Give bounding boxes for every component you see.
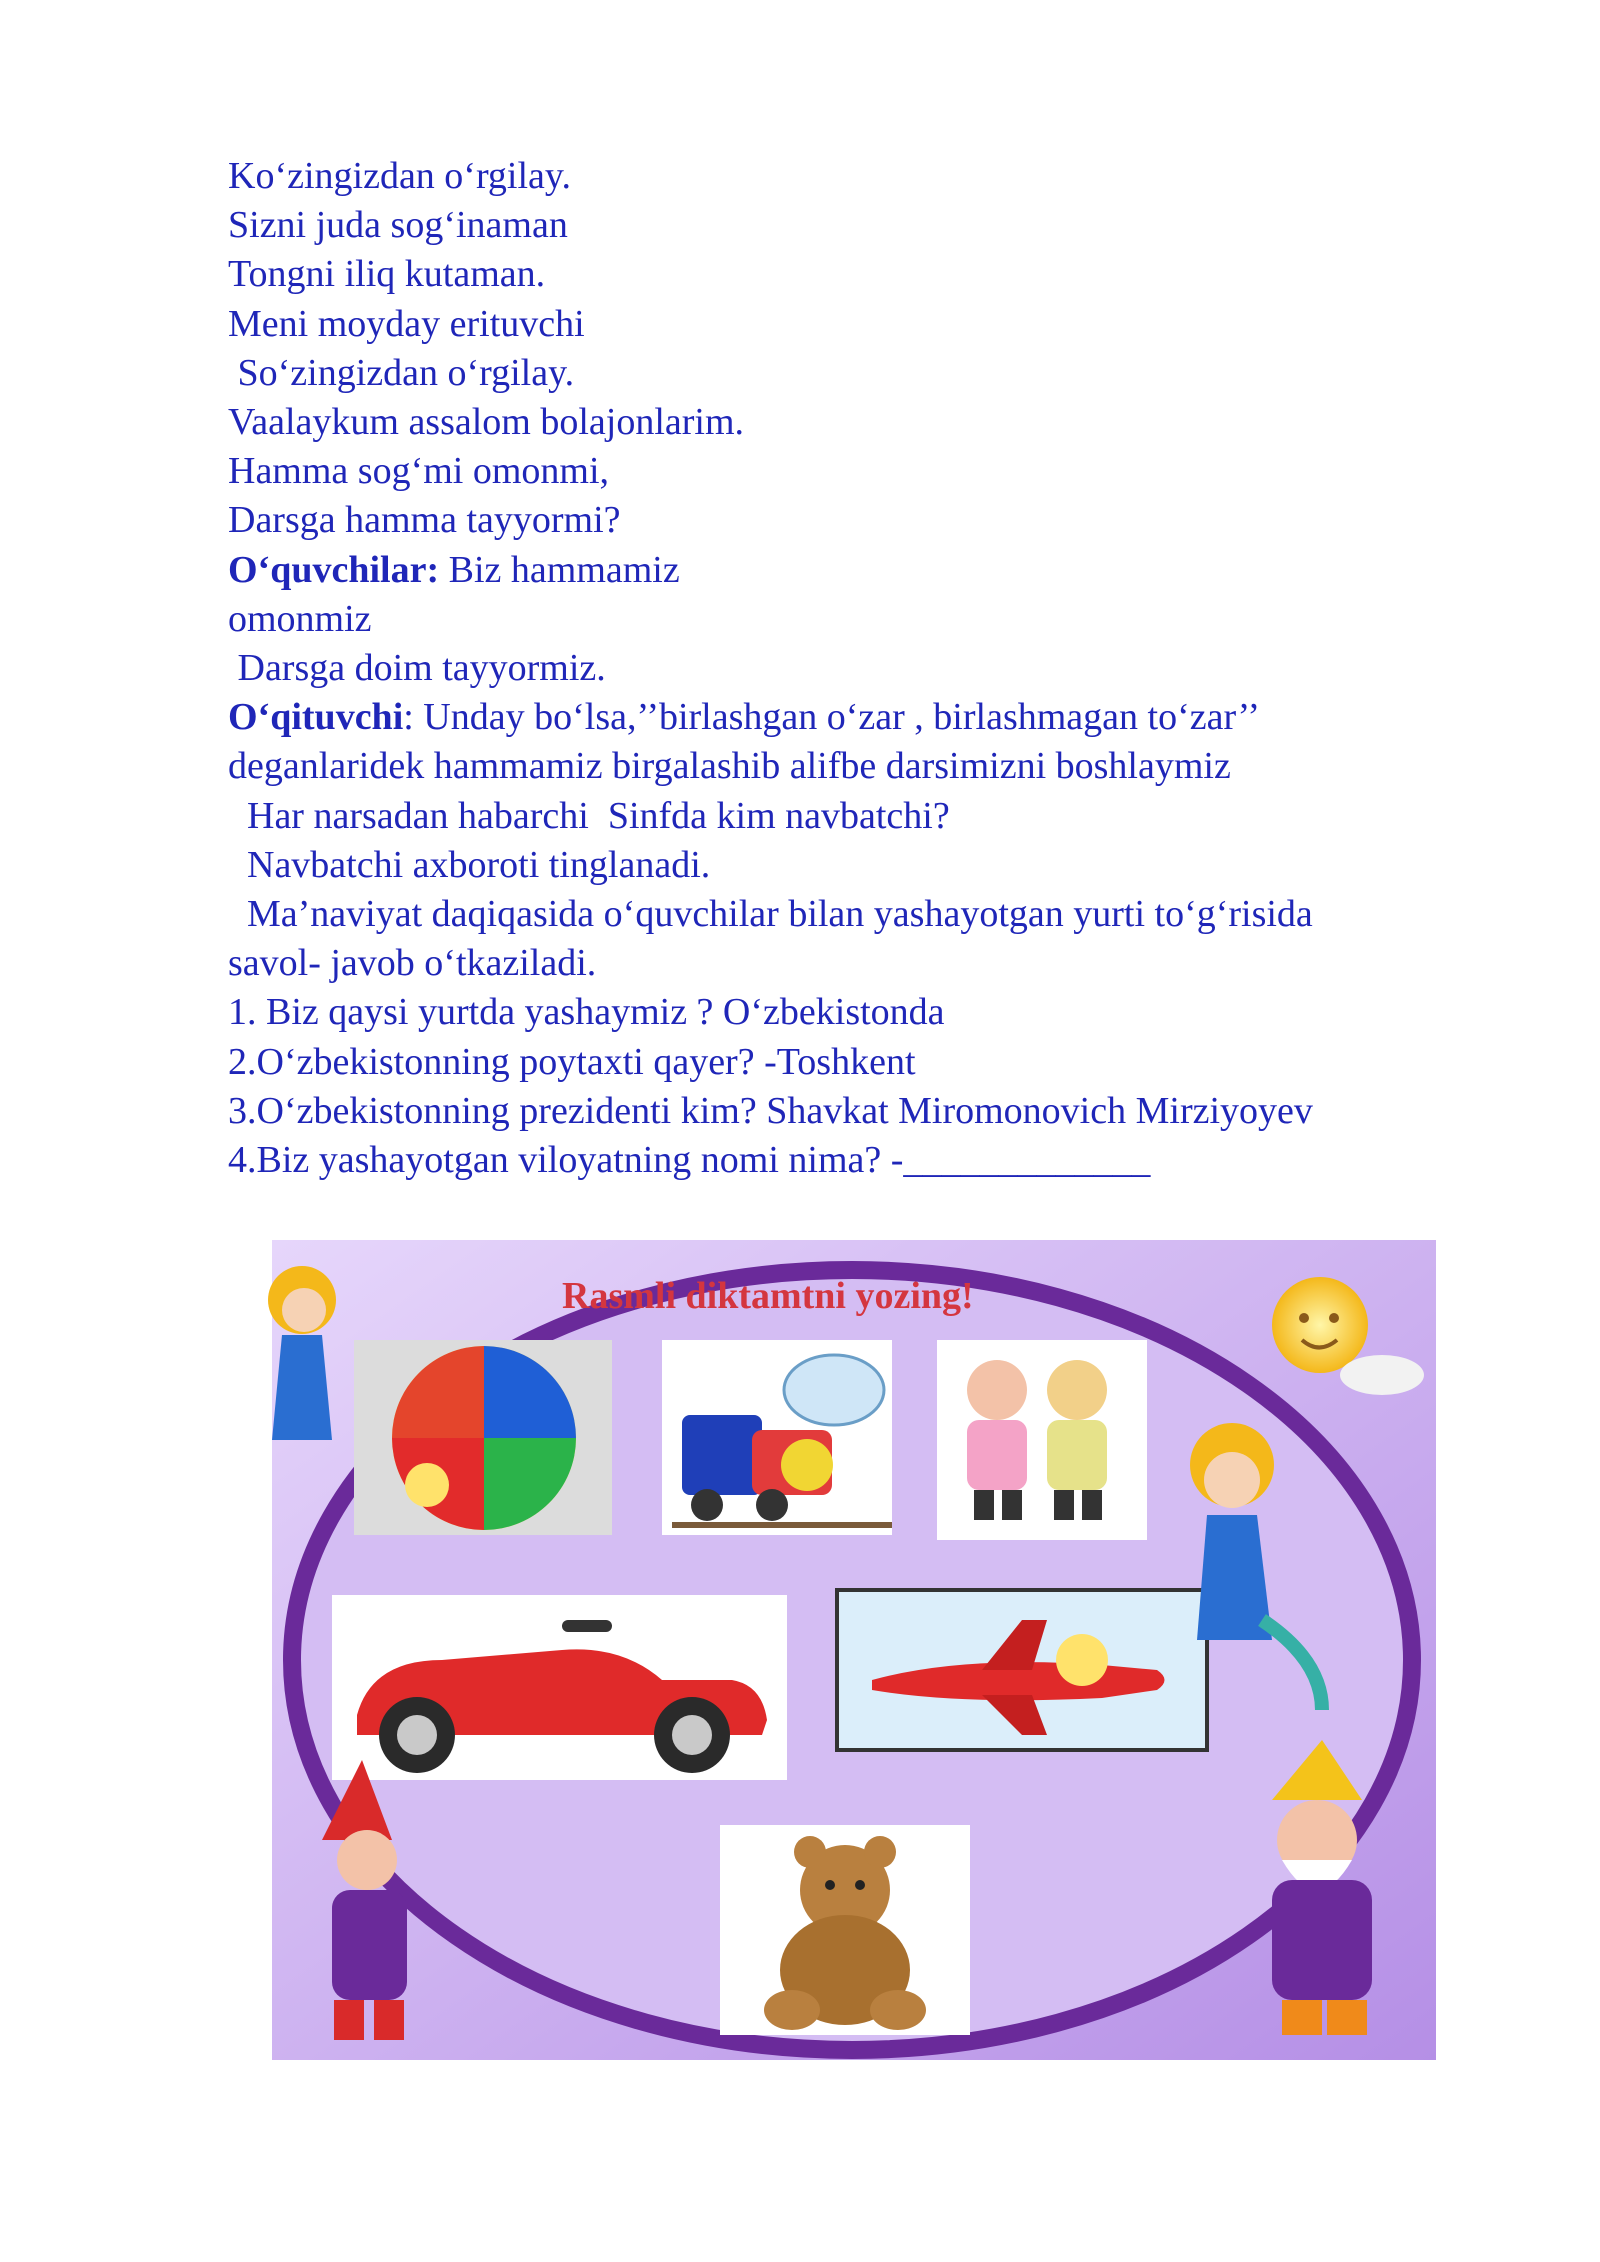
text-line: Darsga doim tayyormiz. — [228, 647, 606, 690]
car-image — [332, 1595, 787, 1780]
text-line: So‘zingizdan o‘rgilay. — [228, 351, 575, 394]
text-line: Sizni juda sog‘inaman — [228, 204, 568, 247]
text-line: Tongni iliq kutaman. — [228, 253, 546, 296]
teddy-bear-image — [720, 1825, 970, 2035]
speaker-label: O‘quvchilar: — [228, 548, 440, 591]
picture-illustration — [262, 1240, 1436, 2060]
train-image — [662, 1340, 892, 1535]
document-text — [228, 152, 1468, 1185]
dolls-image — [937, 1340, 1147, 1540]
text-line: O‘qituvchi: Unday bo‘lsa,’’birlashgan o‘zar , birlashmagan to‘zar’’ — [228, 696, 1261, 739]
text-line: Ko‘zingizdan o‘rgilay. — [228, 155, 571, 197]
picture-title: Rasmli diktamtni yozing! — [562, 1275, 974, 1317]
text-line: Ma’naviyat daqiqasida o‘quvchilar bilan yashayotgan yurti to‘g‘risida — [228, 893, 1313, 936]
question-line: 3.O‘zbekistonning prezidenti kim? Shavkat Miromonovich Mirziyoyev — [228, 1089, 1313, 1132]
text-line: Vaalaykum assalom bolajonlarim. — [228, 401, 745, 444]
airplane-image — [837, 1590, 1207, 1750]
question-line: 4.Biz yashayotgan viloyatning nomi nima? -_____________ — [228, 1139, 1151, 1182]
text-line: omonmiz — [228, 597, 372, 640]
text-line: O‘quvchilar: Biz hammamiz — [228, 548, 680, 591]
text-line: savol- javob o‘tkaziladi. — [228, 942, 597, 985]
text-line: Navbatchi axboroti tinglanadi. — [228, 843, 711, 886]
text-line: deganlaridek hammamiz birgalashib alifbe darsimizni boshlaymiz — [228, 745, 1231, 788]
spark-icon — [405, 1463, 449, 1507]
text-line: Har narsadan habarchi Sinfda kim navbatchi? — [228, 794, 950, 837]
question-line: 2.O‘zbekistonning poytaxti qayer? -Toshkent — [228, 1040, 916, 1083]
text-line: Hamma sog‘mi omonmi, — [228, 450, 610, 493]
question-line: 1. Biz qaysi yurtda yashaymiz ? O‘zbekistonda — [228, 991, 945, 1034]
picture-dictation-image — [262, 1240, 1436, 2060]
text-line: Darsga hamma tayyormi? — [228, 499, 621, 542]
text-line: Meni moyday erituvchi — [228, 302, 585, 345]
speaker-label: O‘qituvchi — [228, 696, 404, 739]
ball-image — [354, 1340, 612, 1535]
spark-icon — [1056, 1634, 1108, 1686]
